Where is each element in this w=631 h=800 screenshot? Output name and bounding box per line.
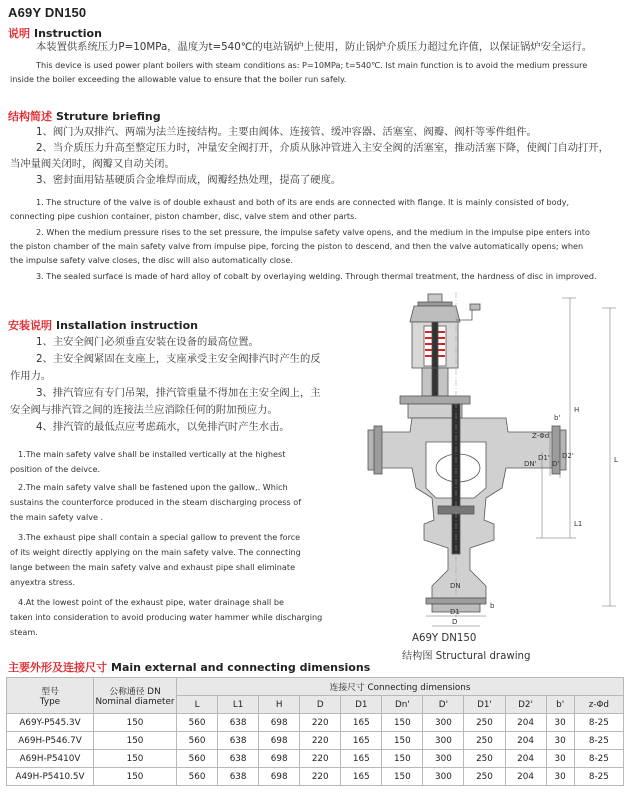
dimensions-heading-en: Main external and connecting dimensions [111, 661, 371, 674]
col-header: H [259, 696, 300, 714]
drawing-label-d2-prime: D2' [562, 452, 574, 460]
value-cell: 560 [177, 768, 218, 786]
instruction-en-line-1: This device is used power plant boilers with steam conditions as: P=10MPa; t=540℃. Ist main function is to avoid the medium pressure [36, 60, 588, 70]
drawing-label-b: b [490, 602, 495, 610]
value-cell: 204 [505, 768, 546, 786]
drawing-label-zd: Z-Φd [532, 432, 550, 440]
installation-en-line-8: lange between the main safety valve and exhaust pipe shall eliminate [10, 562, 296, 572]
value-cell: 300 [423, 732, 464, 750]
instruction-heading-en: Instruction [34, 27, 102, 40]
drawing-caption-text: 结构图 Structural drawing [402, 651, 531, 662]
value-cell: 638 [218, 750, 259, 768]
col-header: z-Φd [574, 696, 623, 714]
installation-heading-cn: 安装说明 [8, 319, 52, 332]
installation-en-line-4: sustains the counterforce produced in the steam discharging process of [10, 497, 302, 507]
structure-heading-cn: 结构简述 [8, 110, 52, 123]
structure-en-line-2: connecting pipe cushion container, piston chamber, disc, valve stem and other parts. [10, 211, 357, 221]
value-cell: 150 [382, 732, 423, 750]
nominal-header-en: Nominal diameter [95, 697, 175, 707]
value-cell: 165 [341, 768, 382, 786]
structure-en-line-1: 1. The structure of the valve is of double exhaust and both of its are ends are connected with flange. It is mainly consisted of body, [36, 197, 570, 207]
structure-heading [8, 108, 161, 124]
drawing-label-d1-prime: D1' [538, 454, 550, 462]
installation-en-line-11: taken into consideration to avoid producing water hammer while discharging [10, 612, 323, 622]
value-cell: 165 [341, 732, 382, 750]
value-cell: 165 [341, 714, 382, 732]
value-cell: 250 [464, 714, 505, 732]
value-cell: 220 [300, 732, 341, 750]
instruction-heading [8, 25, 102, 41]
connecting-header-cell: 连接尺寸 Connecting dimensions [177, 678, 624, 696]
installation-heading-en: Installation instruction [56, 319, 198, 332]
value-cell: 165 [341, 750, 382, 768]
value-cell: 30 [546, 732, 574, 750]
installation-en-line-10: 4.At the lowest point of the exhaust pipe, water drainage shall be [18, 597, 284, 607]
dimensions-heading [8, 659, 370, 675]
installation-en-line-3: 2.The main safety valve shall be fastened upon the gallow,. Which [18, 482, 288, 492]
page-title: A69Y DN150 [8, 5, 87, 20]
value-cell: 300 [423, 768, 464, 786]
table-row [7, 732, 624, 750]
value-cell: 8-25 [574, 768, 623, 786]
value-cell: 30 [546, 768, 574, 786]
value-cell: 8-25 [574, 750, 623, 768]
value-cell: 8-25 [574, 732, 623, 750]
value-cell: 300 [423, 750, 464, 768]
value-cell: 150 [382, 714, 423, 732]
value-cell: 8-25 [574, 714, 623, 732]
dn-cell: 150 [94, 768, 177, 786]
drawing-label-d-prime: D' [552, 460, 560, 468]
installation-en-line-12: steam. [10, 627, 38, 637]
structure-heading-en: Struture briefing [56, 110, 161, 123]
structure-en-line-4: the piston chamber of the main safety valve from impulse pipe, forcing the piston to descend, and then the valve automatically opens; when [10, 241, 584, 251]
value-cell: 204 [505, 732, 546, 750]
installation-cn-line-4: 3、排汽管应有专门吊架，排汽管重量不得加在主安全阀上，主 [36, 387, 321, 399]
dn-cell: 150 [94, 732, 177, 750]
dn-cell: 150 [94, 750, 177, 768]
instruction-en-line-2: inside the boiler exceeding the allowable value to ensure that the boiler run safely. [10, 74, 347, 84]
col-header: L1 [218, 696, 259, 714]
structure-cn-line-4: 3、密封面用钴基硬质合金堆焊而成，阀瓣经热处理，提高了硬度。 [36, 174, 342, 186]
instruction-cn: 本装置供系统压力P=10MPa，温度为t=540℃的电站锅炉上使用，防止锅炉介质压力超过允许值，以保证锅炉安全运行。 [36, 41, 593, 53]
drawing-label-D1: D1 [450, 608, 460, 616]
nominal-header-cell [94, 678, 177, 714]
table-row [7, 768, 624, 786]
col-header: b' [546, 696, 574, 714]
nominal-header-cn: 公称通径 DN [109, 687, 161, 697]
installation-en-line-2: position of the deivce. [10, 464, 101, 474]
drawing-caption-model: A69Y DN150 [412, 633, 477, 644]
instruction-heading-cn: 说明 [8, 27, 30, 40]
col-header: D [300, 696, 341, 714]
value-cell: 250 [464, 732, 505, 750]
value-cell: 220 [300, 750, 341, 768]
value-cell: 698 [259, 768, 300, 786]
structure-en-line-5: the impulse safety valve closes, the disc will also automatically close. [10, 255, 293, 265]
value-cell: 698 [259, 750, 300, 768]
type-cell: A69H-P546.7V [7, 732, 94, 750]
type-cell: A49H-P5410.5V [7, 768, 94, 786]
dimensions-table [6, 677, 624, 786]
value-cell: 250 [464, 750, 505, 768]
value-cell: 560 [177, 750, 218, 768]
type-cell: A69H-P5410V [7, 750, 94, 768]
col-header: L [177, 696, 218, 714]
value-cell: 560 [177, 732, 218, 750]
installation-en-line-9: anyextra stress. [10, 577, 76, 587]
drawing-label-dn-prime: DN' [524, 460, 537, 468]
installation-cn-line-2: 2、主安全阀紧固在支座上，支座承受主安全阀排汽时产生的反 [36, 353, 321, 365]
value-cell: 638 [218, 768, 259, 786]
value-cell: 698 [259, 732, 300, 750]
drawing-label-b-prime: b' [554, 414, 561, 422]
value-cell: 30 [546, 714, 574, 732]
value-cell: 220 [300, 768, 341, 786]
installation-en-line-6: 3.The exhaust pipe shall contain a special gallow to prevent the force [18, 532, 301, 542]
value-cell: 220 [300, 714, 341, 732]
installation-heading [8, 317, 198, 333]
value-cell: 638 [218, 714, 259, 732]
drawing-label-D: D [452, 618, 458, 626]
structural-drawing [366, 292, 628, 632]
structure-cn-line-1: 1、阀门为双排汽、两端为法兰连接结构。主要由阀体、连接管、缓冲容器、活塞室、阀瓣、阀杆等零件组件。 [36, 126, 537, 138]
drawing-label-H: H [574, 406, 580, 414]
value-cell: 204 [505, 714, 546, 732]
value-cell: 300 [423, 714, 464, 732]
installation-cn-line-6: 4、排汽管的最低点应考虑疏水，以免排汽时产生水击。 [36, 421, 290, 433]
value-cell: 250 [464, 768, 505, 786]
drawing-label-L1: L1 [574, 520, 583, 528]
installation-en-line-7: of its weight directly applying on the main safety valve. The connecting [10, 547, 301, 557]
type-header-cell [7, 678, 94, 714]
col-header: D1' [464, 696, 505, 714]
value-cell: 638 [218, 732, 259, 750]
drawing-label-DN: DN [450, 582, 461, 590]
col-header: D' [423, 696, 464, 714]
type-header-cn: 型号 [41, 687, 59, 697]
installation-cn-line-5: 安全阀与排汽管之间的连接法兰应消除任何的附加预应力。 [10, 404, 278, 416]
col-header: Dn' [382, 696, 423, 714]
installation-cn-line-1: 1、主安全阀门必须垂直安装在设备的最高位置。 [36, 336, 259, 348]
value-cell: 30 [546, 750, 574, 768]
structure-en-line-3: 2. When the medium pressure rises to the set pressure, the impulse safety valve opens, and the medium in the impulse pipe enters into [36, 227, 590, 237]
installation-en-line-5: the main safety valve . [10, 512, 104, 522]
structure-cn-line-3: 当冲量阀关闭时，阀瓣又自动关闭。 [10, 158, 175, 170]
structure-cn-line-2: 2、当介质压力升高至整定压力时，冲量安全阀打开，介质从脉冲管进入主安全阀的活塞室，推动活塞下降，使阀门自动打开， [36, 142, 609, 154]
installation-cn-line-3: 作用力。 [10, 370, 52, 382]
table-row [7, 714, 624, 732]
col-header: D1 [341, 696, 382, 714]
type-cell: A69Y-P545.3V [7, 714, 94, 732]
value-cell: 560 [177, 714, 218, 732]
type-header-en: Type [39, 697, 61, 707]
dimensions-heading-cn: 主要外形及连接尺寸 [8, 661, 107, 674]
value-cell: 150 [382, 750, 423, 768]
structure-en-line-6: 3. The sealed surface is made of hard alloy of cobalt by overlaying welding. Through thermal treatment, the hardness of disc in improved. [36, 271, 597, 281]
table-header-row [7, 678, 624, 696]
value-cell: 204 [505, 750, 546, 768]
value-cell: 150 [382, 768, 423, 786]
installation-en-line-1: 1.The main safety valve shall be installed vertically at the highest [18, 449, 286, 459]
dn-cell: 150 [94, 714, 177, 732]
table-row [7, 750, 624, 768]
value-cell: 698 [259, 714, 300, 732]
col-header: D2' [505, 696, 546, 714]
drawing-label-L: L [614, 456, 618, 464]
